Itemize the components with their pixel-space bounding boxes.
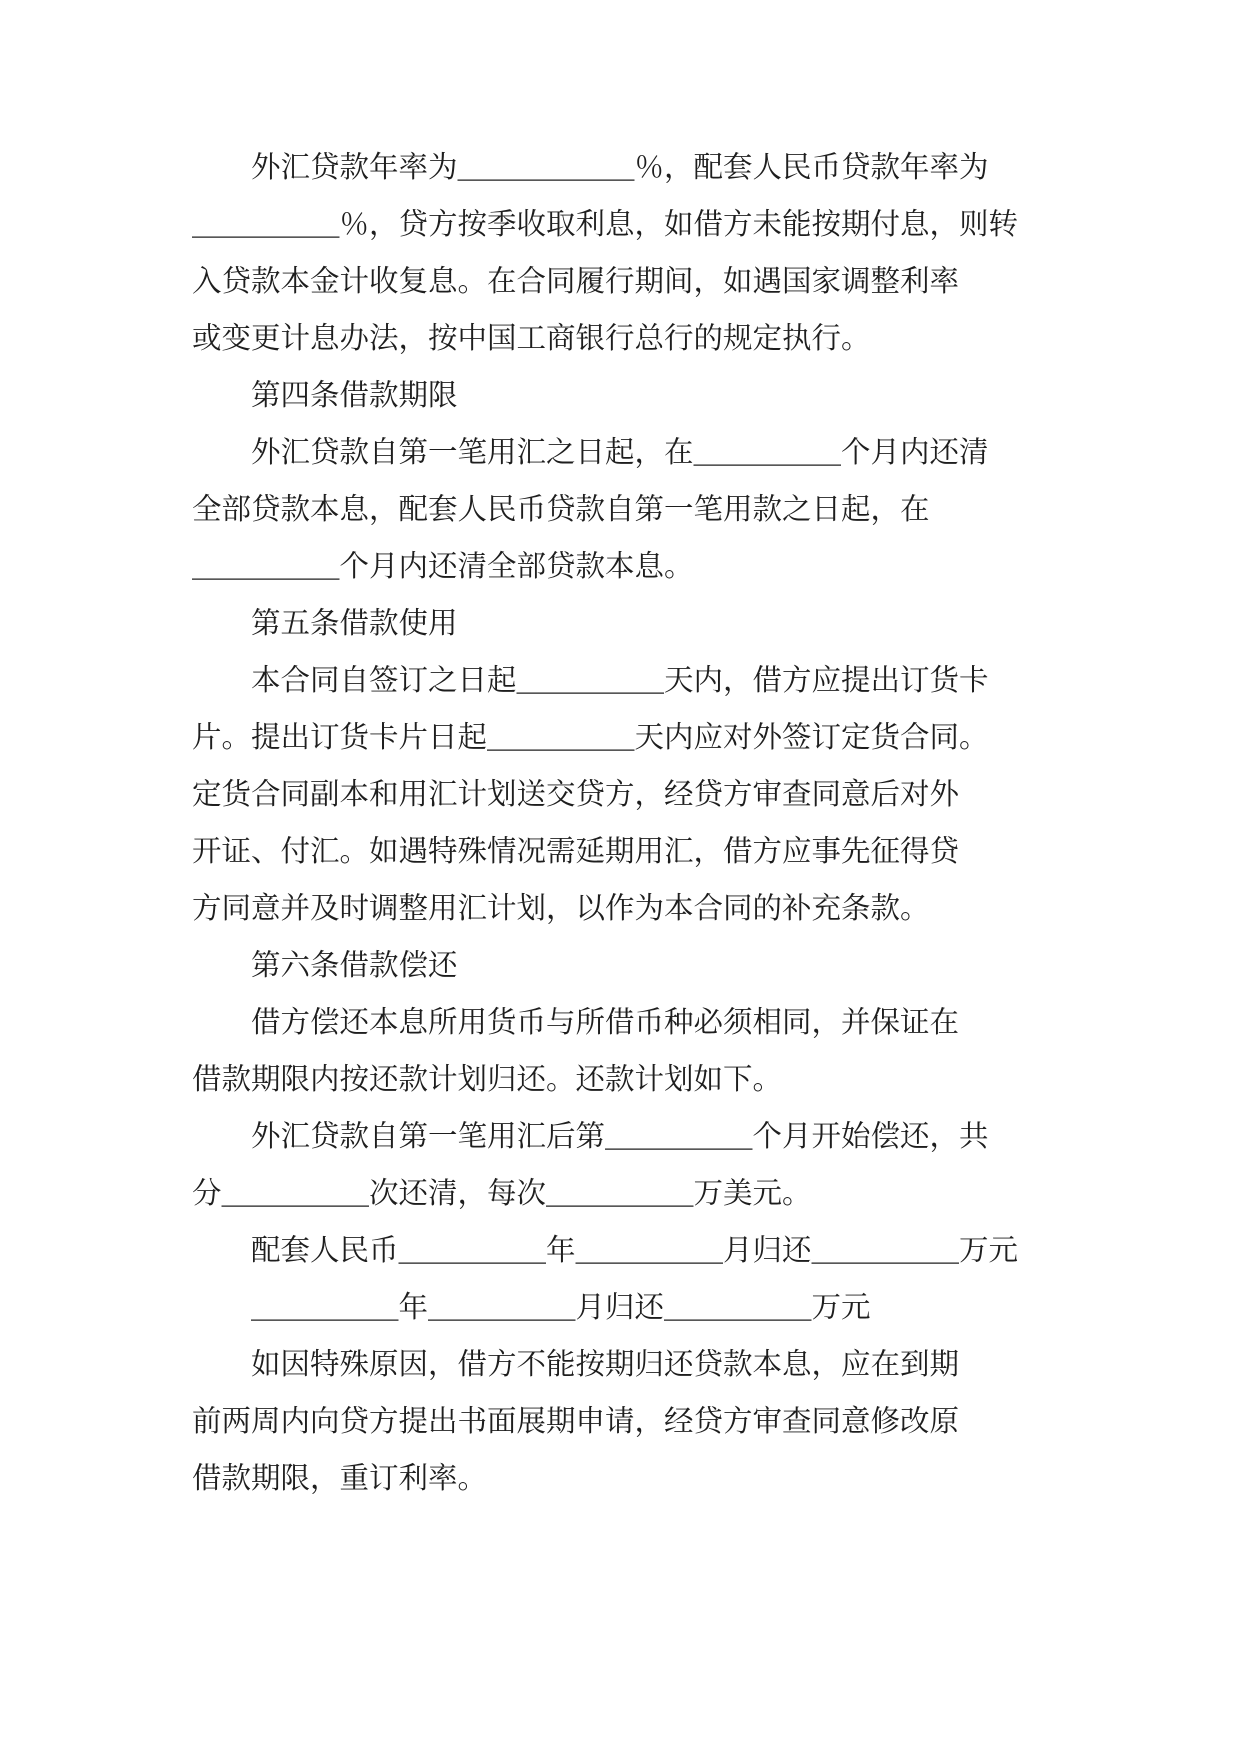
text-line: 借款期限，重订利率。 <box>192 1461 488 1495</box>
text-line: 前两周内向贷方提出书面展期申请，经贷方审查同意修改原 <box>192 1404 960 1438</box>
text-line: 片。提出订货卡片日起＿＿＿＿＿天内应对外签订定货合同。 <box>192 720 989 754</box>
text-line: 外汇贷款自第一笔用汇后第＿＿＿＿＿个月开始偿还，共 <box>192 1119 989 1153</box>
text-line: 或变更计息办法，按中国工商银行总行的规定执行。 <box>192 321 871 355</box>
text-line: 外汇贷款自第一笔用汇之日起，在＿＿＿＿＿个月内还清 <box>192 435 989 469</box>
text-line: 借款期限内按还款计划归还。还款计划如下。 <box>192 1062 783 1096</box>
text-line: ＿＿＿＿＿％，贷方按季收取利息，如借方未能按期付息，则转 <box>192 207 1019 241</box>
text-line: 借方偿还本息所用货币与所借币种必须相同，并保证在 <box>192 1005 960 1039</box>
text-line: 开证、付汇。如遇特殊情况需延期用汇，借方应事先征得贷 <box>192 834 960 868</box>
text-line: 入贷款本金计收复息。在合同履行期间，如遇国家调整利率 <box>192 264 960 298</box>
text-line: ＿＿＿＿＿个月内还清全部贷款本息。 <box>192 549 694 583</box>
section-heading: 第四条借款期限 <box>192 378 458 412</box>
text-line: 分＿＿＿＿＿次还清，每次＿＿＿＿＿万美元。 <box>192 1176 812 1210</box>
text-line: ＿＿＿＿＿年＿＿＿＿＿月归还＿＿＿＿＿万元 <box>192 1290 871 1324</box>
text-line: 定货合同副本和用汇计划送交贷方，经贷方审查同意后对外 <box>192 777 960 811</box>
text-line: 如因特殊原因，借方不能按期归还贷款本息，应在到期 <box>192 1347 960 1381</box>
text-line: 全部贷款本息，配套人民币贷款自第一笔用款之日起，在 <box>192 492 930 526</box>
text-line: 方同意并及时调整用汇计划，以作为本合同的补充条款。 <box>192 891 930 925</box>
text-line: 配套人民币＿＿＿＿＿年＿＿＿＿＿月归还＿＿＿＿＿万元 <box>192 1233 1019 1267</box>
text-line: 外汇贷款年率为＿＿＿＿＿＿％，配套人民币贷款年率为 <box>192 150 989 184</box>
section-heading: 第六条借款偿还 <box>192 948 458 982</box>
text-line: 本合同自签订之日起＿＿＿＿＿天内，借方应提出订货卡 <box>192 663 989 697</box>
section-heading: 第五条借款使用 <box>192 606 458 640</box>
